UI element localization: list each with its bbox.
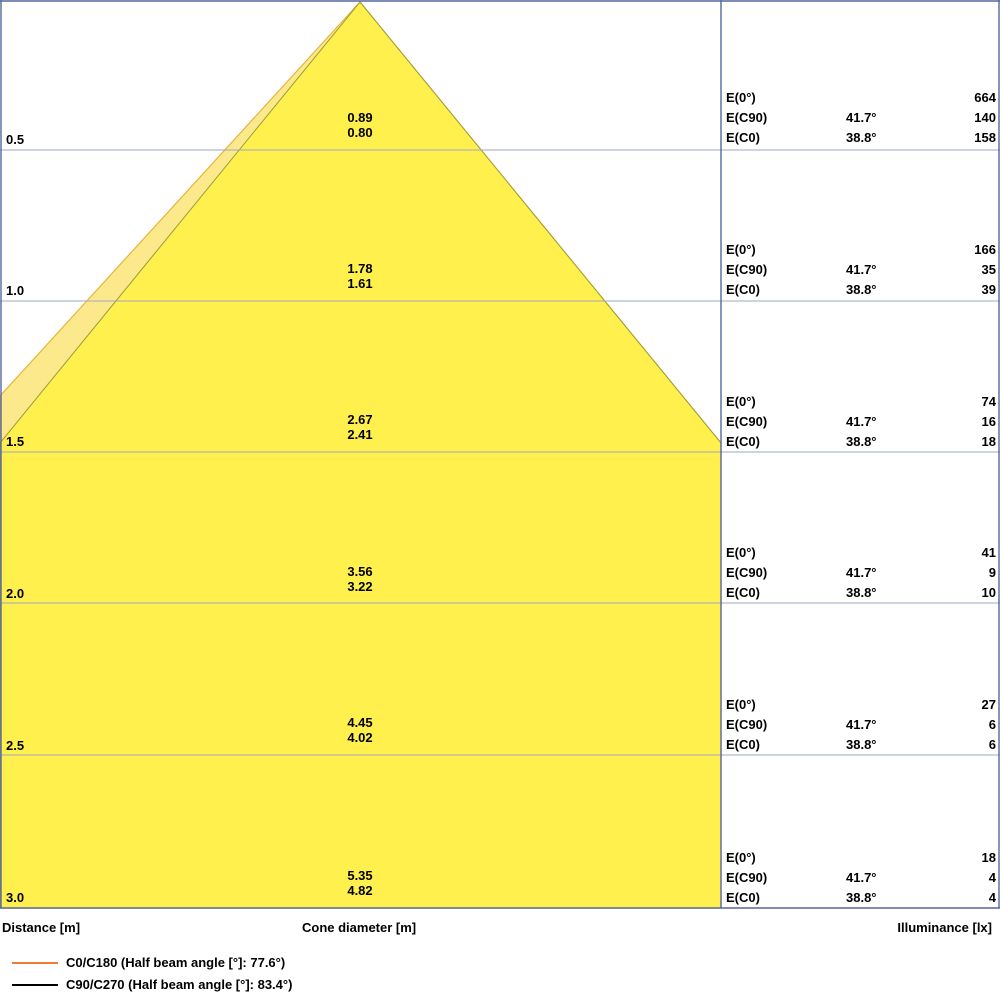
cone-diameter-c90-2: 2.41 bbox=[347, 427, 373, 442]
illuminance-row bbox=[726, 128, 996, 148]
illuminance-angle: 38.8° bbox=[846, 737, 877, 752]
cone-diameter-c0-2: 2.67 bbox=[347, 412, 373, 427]
illuminance-angle: 41.7° bbox=[846, 414, 877, 429]
cone-diameter-c0-1: 1.78 bbox=[347, 261, 373, 276]
illuminance-value: 4 bbox=[988, 890, 996, 905]
illuminance-label: E(C90) bbox=[726, 414, 768, 429]
illuminance-value: 35 bbox=[981, 262, 996, 277]
axis-label-illuminance: Illuminance [lx] bbox=[897, 920, 992, 935]
illuminance-row bbox=[726, 240, 996, 260]
illuminance-row bbox=[726, 412, 996, 432]
illuminance-label: E(C0) bbox=[726, 282, 760, 297]
illuminance-block-3 bbox=[726, 543, 996, 603]
illuminance-label: E(C0) bbox=[726, 130, 760, 145]
cone-diameter-c90-4: 4.02 bbox=[347, 730, 373, 745]
illuminance-row bbox=[726, 715, 996, 735]
illuminance-value: 18 bbox=[981, 850, 996, 865]
illuminance-row bbox=[726, 563, 996, 583]
illuminance-label: E(0°) bbox=[726, 242, 756, 257]
illuminance-label: E(C90) bbox=[726, 110, 768, 125]
cone-diameter-c90-0: 0.80 bbox=[347, 125, 373, 140]
illuminance-label: E(0°) bbox=[726, 697, 756, 712]
legend-swatch-c0-icon bbox=[12, 962, 58, 964]
illuminance-value: 6 bbox=[988, 717, 996, 732]
illuminance-value: 158 bbox=[974, 130, 996, 145]
distance-label-4: 2.5 bbox=[6, 738, 25, 753]
illuminance-value: 166 bbox=[974, 242, 996, 257]
illuminance-row bbox=[726, 280, 996, 300]
illuminance-value: 664 bbox=[974, 90, 996, 105]
illuminance-angle: 41.7° bbox=[846, 717, 877, 732]
illuminance-label: E(0°) bbox=[726, 394, 756, 409]
illuminance-row bbox=[726, 848, 996, 868]
illuminance-block-2 bbox=[726, 392, 996, 452]
illuminance-angle: 38.8° bbox=[846, 130, 877, 145]
illuminance-row bbox=[726, 868, 996, 888]
illuminance-label: E(0°) bbox=[726, 850, 756, 865]
illuminance-value: 4 bbox=[988, 870, 996, 885]
illuminance-block-4 bbox=[726, 695, 996, 755]
illuminance-label: E(C0) bbox=[726, 585, 760, 600]
illuminance-block-0 bbox=[726, 88, 996, 148]
legend bbox=[0, 952, 1000, 996]
illuminance-value: 18 bbox=[981, 434, 996, 449]
illuminance-angle: 41.7° bbox=[846, 870, 877, 885]
illuminance-row bbox=[726, 888, 996, 908]
axis-label-cone-diameter: Cone diameter [m] bbox=[302, 920, 417, 935]
illuminance-label: E(0°) bbox=[726, 90, 756, 105]
illuminance-label: E(C0) bbox=[726, 890, 760, 905]
illuminance-block-1 bbox=[726, 240, 996, 300]
cone-diameter-c90-1: 1.61 bbox=[347, 276, 373, 291]
distance-label-2: 1.5 bbox=[6, 434, 25, 449]
illuminance-angle: 41.7° bbox=[846, 110, 877, 125]
illuminance-value: 39 bbox=[981, 282, 996, 297]
illuminance-value: 9 bbox=[988, 565, 996, 580]
illuminance-angle: 38.8° bbox=[846, 282, 877, 297]
cone-diameter-c0-0: 0.89 bbox=[347, 110, 373, 125]
distance-label-0: 0.5 bbox=[6, 132, 25, 147]
legend-swatch-c90-icon bbox=[12, 984, 58, 986]
cone-diameter-c0-4: 4.45 bbox=[347, 715, 373, 730]
illuminance-row bbox=[726, 735, 996, 755]
legend-item-c0 bbox=[0, 952, 1000, 974]
illuminance-value: 16 bbox=[981, 414, 996, 429]
illuminance-angle: 38.8° bbox=[846, 890, 877, 905]
legend-label-c90: C90/C270 (Half beam angle [°]: 83.4°) bbox=[66, 977, 293, 992]
distance-label-1: 1.0 bbox=[6, 283, 25, 298]
illuminance-value: 140 bbox=[974, 110, 996, 125]
illuminance-row bbox=[726, 583, 996, 603]
illuminance-label: E(0°) bbox=[726, 545, 756, 560]
distance-label-3: 2.0 bbox=[6, 586, 25, 601]
illuminance-block-5 bbox=[726, 848, 996, 908]
illuminance-row bbox=[726, 432, 996, 452]
illuminance-row bbox=[726, 695, 996, 715]
illuminance-label: E(C0) bbox=[726, 737, 760, 752]
illuminance-angle: 41.7° bbox=[846, 262, 877, 277]
cone-diameter-c90-3: 3.22 bbox=[347, 579, 373, 594]
illuminance-value: 74 bbox=[981, 394, 996, 409]
illuminance-label: E(C90) bbox=[726, 717, 768, 732]
illuminance-angle: 41.7° bbox=[846, 565, 877, 580]
axis-label-distance: Distance [m] bbox=[2, 920, 81, 935]
illuminance-label: E(C90) bbox=[726, 262, 768, 277]
illuminance-value: 27 bbox=[981, 697, 996, 712]
illuminance-row bbox=[726, 108, 996, 128]
illuminance-label: E(C90) bbox=[726, 565, 768, 580]
cone-diameter-c0-5: 5.35 bbox=[347, 868, 373, 883]
distance-label-5: 3.0 bbox=[6, 890, 25, 905]
illuminance-angle: 38.8° bbox=[846, 585, 877, 600]
illuminance-row bbox=[726, 543, 996, 563]
legend-label-c0: C0/C180 (Half beam angle [°]: 77.6°) bbox=[66, 955, 286, 970]
illuminance-angle: 38.8° bbox=[846, 434, 877, 449]
illuminance-row bbox=[726, 260, 996, 280]
illuminance-value: 41 bbox=[981, 545, 996, 560]
illuminance-row bbox=[726, 88, 996, 108]
illuminance-value: 10 bbox=[981, 585, 996, 600]
illuminance-label: E(C0) bbox=[726, 434, 760, 449]
cone-diameter-c0-3: 3.56 bbox=[347, 564, 373, 579]
illuminance-value: 6 bbox=[988, 737, 996, 752]
legend-item-c90 bbox=[0, 974, 1000, 996]
cone-diameter-c90-5: 4.82 bbox=[347, 883, 373, 898]
illuminance-row bbox=[726, 392, 996, 412]
illuminance-label: E(C90) bbox=[726, 870, 768, 885]
